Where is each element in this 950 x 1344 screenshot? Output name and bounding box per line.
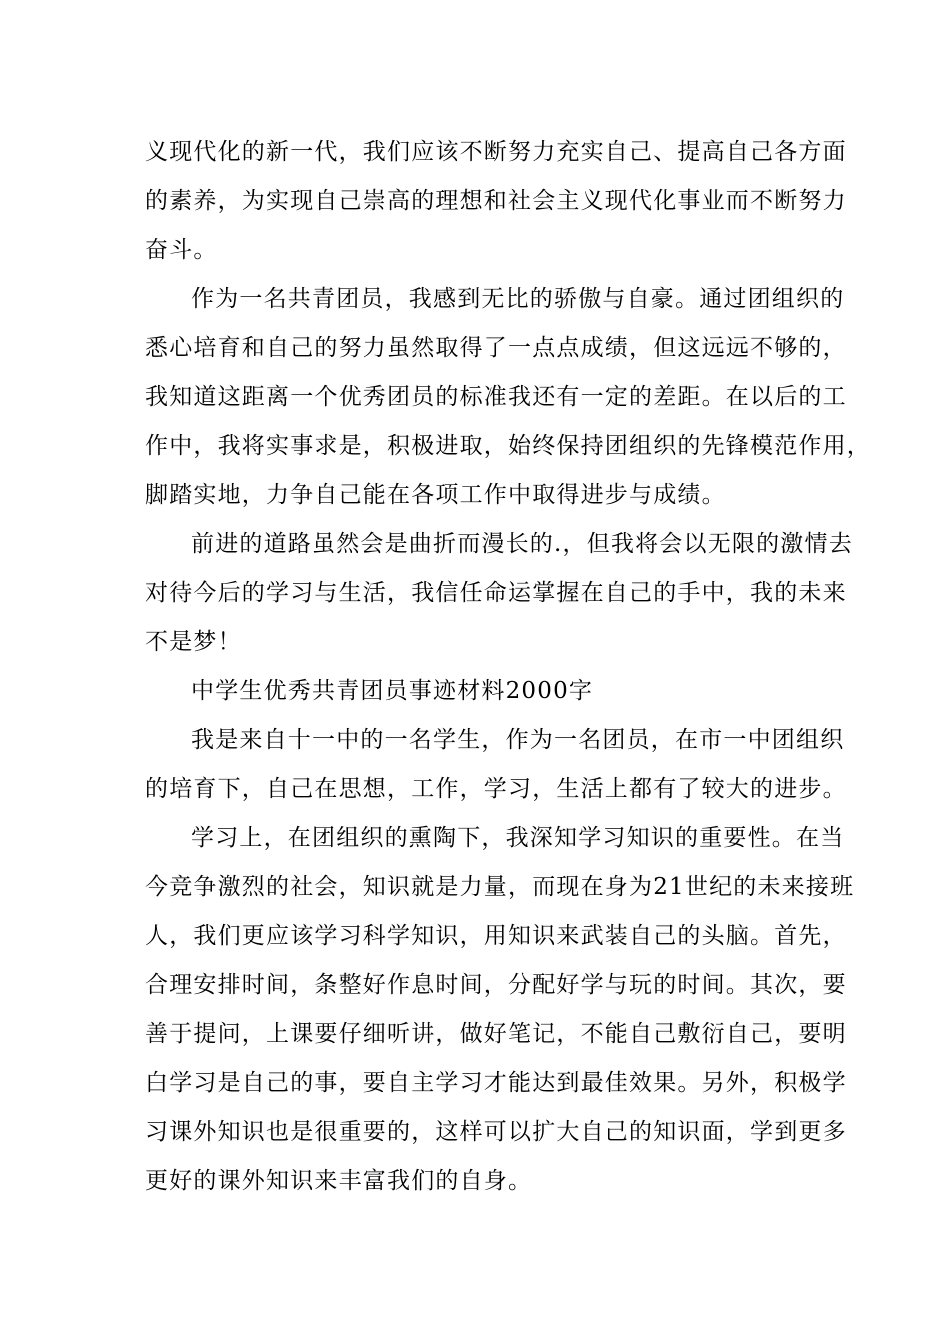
text-line: 合理安排时间，条整好作息时间，分配好学与玩的时间。其次，要 xyxy=(145,972,847,998)
paragraph xyxy=(145,279,871,524)
text-line: 学习上，在团组织的熏陶下，我深知学习知识的重要性。在当 xyxy=(191,825,845,851)
paragraph xyxy=(145,132,847,279)
text-line: 悉心培育和自己的努力虽然取得了一点点成绩，但这远远不够的， xyxy=(145,335,847,361)
text-line: 人，我们更应该学习科学知识，用知识来武装自己的头脑。首先， xyxy=(145,923,847,949)
document-body xyxy=(145,132,871,1210)
text-line: 对待今后的学习与生活，我信任命运掌握在自己的手中，我的未来 xyxy=(145,580,847,606)
text-line: 不是梦！ xyxy=(145,629,242,655)
text-line: 前进的道路虽然会是曲折而漫长的.，但我将会以无限的激情去 xyxy=(191,531,853,557)
text-line: 我知道这距离一个优秀团员的标准我还有一定的差距。在以后的工 xyxy=(145,384,847,410)
text-line: 今竞争激烈的社会，知识就是力量，而现在身为21世纪的未来接班 xyxy=(145,874,855,900)
text-line: 义现代化的新一代，我们应该不断努力充实自己、提高自己各方面 xyxy=(145,139,847,165)
text-line: 作为一名共青团员，我感到无比的骄傲与自豪。通过团组织的 xyxy=(191,286,845,312)
text-line: 脚踏实地，力争自己能在各项工作中取得进步与成绩。 xyxy=(145,482,726,508)
heading-line: 中学生优秀共青团员事迹材料2000字 xyxy=(191,678,594,704)
text-line: 善于提问，上课要仔细听讲，做好笔记，不能自己敷衍自己，要明 xyxy=(145,1021,847,1047)
text-line: 更好的课外知识来丰富我们的自身。 xyxy=(145,1168,533,1194)
paragraph xyxy=(145,524,853,671)
text-line: 作中，我将实事求是，积极进取，始终保持团组织的先锋模范作用， xyxy=(145,433,871,459)
text-line: 白学习是自己的事，要自主学习才能达到最佳效果。另外，积极学 xyxy=(145,1070,847,1096)
section-heading xyxy=(145,671,830,720)
text-line: 的素养，为实现自己崇高的理想和社会主义现代化事业而不断努力 xyxy=(145,188,847,214)
text-line: 的培育下，自己在思想，工作，学习，生活上都有了较大的进步。 xyxy=(145,776,847,802)
paragraph xyxy=(145,818,855,1210)
paragraph xyxy=(145,720,847,818)
text-line: 我是来自十一中的一名学生，作为一名团员，在市一中团组织 xyxy=(191,727,845,753)
text-line: 奋斗。 xyxy=(145,237,218,263)
text-line: 习课外知识也是很重要的，这样可以扩大自己的知识面，学到更多 xyxy=(145,1119,847,1145)
